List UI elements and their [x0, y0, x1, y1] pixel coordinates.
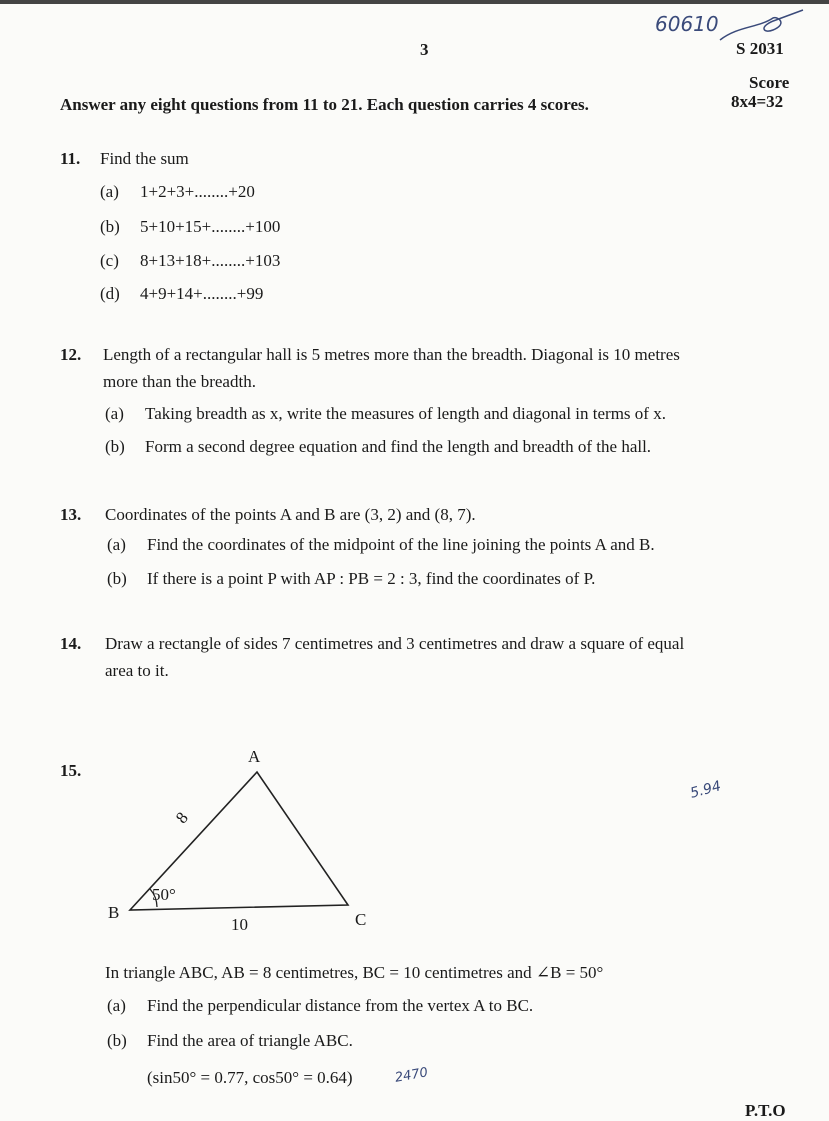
- trig-hint: (sin50° = 0.77, cos50° = 0.64): [147, 1068, 353, 1087]
- question-number: 13.: [60, 505, 82, 524]
- question-number: 12.: [60, 345, 82, 364]
- part-text: 4+9+14+........+99: [140, 284, 264, 303]
- page-number: 3: [420, 40, 429, 59]
- part-text: Find the area of triangle ABC.: [147, 1031, 353, 1050]
- side-bc-label: 10: [231, 915, 248, 934]
- vertex-c-label: C: [355, 910, 367, 929]
- part-label: (a): [107, 996, 126, 1015]
- vertex-b-label: B: [108, 903, 120, 922]
- question-text: Length of a rectangular hall is 5 metres more than the breadth. Diagonal is 10 metres: [103, 345, 680, 364]
- part-label: (a): [107, 535, 126, 554]
- question-number: 11.: [60, 149, 81, 168]
- part-text: If there is a point P with AP : PB = 2 : 3, find the coordinates of P.: [147, 569, 596, 588]
- part-text: Find the perpendicular distance from the vertex A to BC.: [147, 996, 534, 1015]
- part-text: 8+13+18+........+103: [140, 251, 281, 270]
- question-text: Find the sum: [100, 149, 189, 168]
- part-text: Form a second degree equation and find the length and breadth of the hall.: [145, 437, 652, 456]
- part-text: 5+10+15+........+100: [140, 217, 281, 236]
- part-label: (d): [100, 284, 120, 303]
- part-label: (b): [100, 217, 120, 236]
- question-number: 14.: [60, 634, 82, 653]
- question-text: Coordinates of the points A and B are (3, 2) and (8, 7).: [105, 505, 476, 524]
- angle-b-label: 50°: [152, 885, 176, 904]
- question-number: 15.: [60, 761, 82, 780]
- score-value: 8x4=32: [731, 92, 784, 111]
- vertex-a-label: A: [248, 747, 261, 766]
- question-text: more than the breadth.: [103, 372, 256, 391]
- part-label: (c): [100, 251, 119, 270]
- part-text: 1+2+3+........+20: [140, 182, 255, 201]
- score-label: Score: [749, 73, 790, 92]
- handwritten-bottom-note: 2470: [393, 1065, 430, 1086]
- part-label: (b): [105, 437, 125, 456]
- part-label: (b): [107, 569, 127, 588]
- instruction: Answer any eight questions from 11 to 21. Each question carries 4 scores.: [60, 95, 589, 114]
- side-ab-label: 8: [171, 808, 192, 828]
- question-text: In triangle ABC, AB = 8 centimetres, BC = 10 centimetres and ∠B = 50°: [105, 963, 604, 982]
- part-text: Find the coordinates of the midpoint of the line joining the points A and B.: [147, 535, 655, 554]
- question-text: Draw a rectangle of sides 7 centimetres and 3 centimetres and draw a square of equal: [105, 634, 685, 653]
- part-label: (b): [107, 1031, 127, 1050]
- part-label: (a): [105, 404, 124, 423]
- part-label: (a): [100, 182, 119, 201]
- handwritten-code: 60610: [655, 12, 719, 36]
- part-text: Taking breadth as x, write the measures of length and diagonal in terms of x.: [145, 404, 666, 423]
- paper-code: S 2031: [736, 39, 784, 58]
- handwritten-margin-note: 5.94: [688, 778, 723, 802]
- question-text: area to it.: [105, 661, 169, 680]
- pto-label: P.T.O: [745, 1101, 786, 1120]
